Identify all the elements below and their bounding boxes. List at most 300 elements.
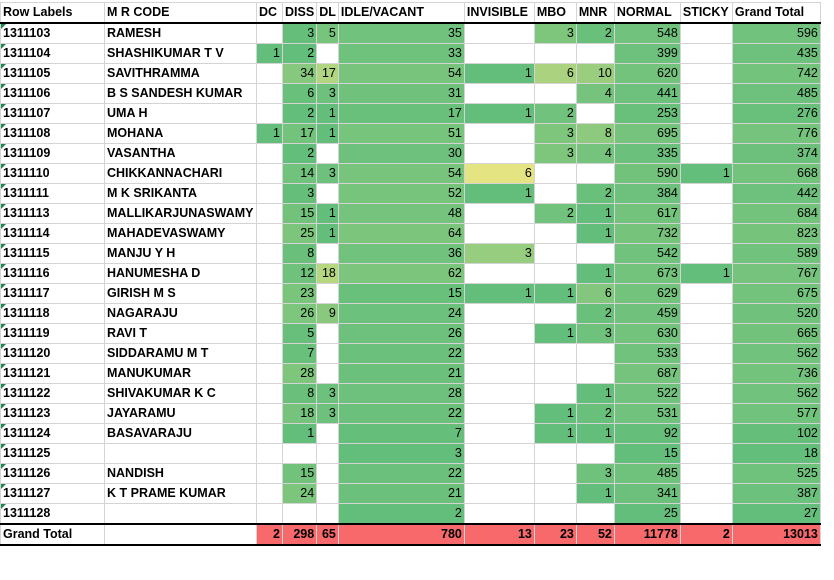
invisible-cell[interactable] <box>464 484 534 504</box>
invisible-cell[interactable] <box>464 444 534 464</box>
mnr-cell[interactable]: 10 <box>576 64 614 84</box>
dc-cell[interactable] <box>257 204 283 224</box>
mr-code-cell[interactable]: RAMESH <box>105 23 257 44</box>
idle-vacant-cell[interactable]: 48 <box>338 204 464 224</box>
row-label-cell[interactable]: 1311126 <box>1 464 105 484</box>
normal-cell[interactable]: 629 <box>614 284 680 304</box>
col-header-dl[interactable]: DL <box>317 3 339 24</box>
invisible-cell[interactable] <box>464 464 534 484</box>
diss-cell[interactable]: 298 <box>283 524 317 545</box>
diss-cell[interactable]: 15 <box>283 464 317 484</box>
sticky-cell[interactable] <box>680 464 732 484</box>
row-label-cell[interactable]: 1311118 <box>1 304 105 324</box>
grand-total-cell[interactable]: 776 <box>732 124 820 144</box>
invisible-cell[interactable]: 6 <box>464 164 534 184</box>
sticky-cell[interactable] <box>680 344 732 364</box>
sticky-cell[interactable] <box>680 84 732 104</box>
sticky-cell[interactable] <box>680 204 732 224</box>
dc-cell[interactable]: 1 <box>257 124 283 144</box>
dc-cell[interactable] <box>257 404 283 424</box>
normal-cell[interactable]: 459 <box>614 304 680 324</box>
grand-total-cell[interactable]: 668 <box>732 164 820 184</box>
row-label-cell[interactable]: 1311104 <box>1 44 105 64</box>
mbo-cell[interactable] <box>534 484 576 504</box>
dl-cell[interactable] <box>317 484 339 504</box>
invisible-cell[interactable] <box>464 44 534 64</box>
mnr-cell[interactable] <box>576 344 614 364</box>
dc-cell[interactable] <box>257 23 283 44</box>
normal-cell[interactable]: 15 <box>614 444 680 464</box>
idle-vacant-cell[interactable]: 21 <box>338 484 464 504</box>
diss-cell[interactable]: 2 <box>283 144 317 164</box>
normal-cell[interactable]: 531 <box>614 404 680 424</box>
idle-vacant-cell[interactable]: 22 <box>338 344 464 364</box>
normal-cell[interactable]: 11778 <box>614 524 680 545</box>
mnr-cell[interactable] <box>576 104 614 124</box>
grand-total-cell[interactable]: 525 <box>732 464 820 484</box>
grand-total-cell[interactable]: 485 <box>732 84 820 104</box>
dl-cell[interactable] <box>317 284 339 304</box>
normal-cell[interactable]: 92 <box>614 424 680 444</box>
invisible-cell[interactable] <box>464 264 534 284</box>
grand-total-cell[interactable]: 387 <box>732 484 820 504</box>
grand-total-cell[interactable]: 823 <box>732 224 820 244</box>
mr-code-cell[interactable]: CHIKKANNACHARI <box>105 164 257 184</box>
grand-total-cell[interactable]: 435 <box>732 44 820 64</box>
diss-cell[interactable]: 2 <box>283 44 317 64</box>
mr-code-cell[interactable]: K T PRAME KUMAR <box>105 484 257 504</box>
sticky-cell[interactable] <box>680 124 732 144</box>
idle-vacant-cell[interactable]: 52 <box>338 184 464 204</box>
dc-cell[interactable] <box>257 304 283 324</box>
mr-code-cell[interactable]: BASAVARAJU <box>105 424 257 444</box>
row-label-cell[interactable]: 1311113 <box>1 204 105 224</box>
diss-cell[interactable]: 12 <box>283 264 317 284</box>
grand-total-cell[interactable]: 102 <box>732 424 820 444</box>
normal-cell[interactable]: 687 <box>614 364 680 384</box>
mnr-cell[interactable]: 2 <box>576 184 614 204</box>
row-label-cell[interactable]: 1311119 <box>1 324 105 344</box>
grand-total-cell[interactable]: 577 <box>732 404 820 424</box>
dc-cell[interactable] <box>257 424 283 444</box>
dl-cell[interactable] <box>317 464 339 484</box>
sticky-cell[interactable]: 2 <box>680 524 732 545</box>
diss-cell[interactable]: 34 <box>283 64 317 84</box>
col-header-diss[interactable]: DISS <box>283 3 317 24</box>
normal-cell[interactable]: 732 <box>614 224 680 244</box>
mr-code-cell[interactable]: SHIVAKUMAR K C <box>105 384 257 404</box>
normal-cell[interactable]: 335 <box>614 144 680 164</box>
invisible-cell[interactable] <box>464 124 534 144</box>
mnr-cell[interactable]: 1 <box>576 204 614 224</box>
sticky-cell[interactable] <box>680 284 732 304</box>
mbo-cell[interactable] <box>534 464 576 484</box>
row-label-cell[interactable]: 1311110 <box>1 164 105 184</box>
col-header-row-labels[interactable]: Row Labels <box>1 3 105 24</box>
invisible-cell[interactable] <box>464 404 534 424</box>
grand-total-cell[interactable]: 520 <box>732 304 820 324</box>
idle-vacant-cell[interactable]: 30 <box>338 144 464 164</box>
dl-cell[interactable]: 18 <box>317 264 339 284</box>
normal-cell[interactable]: 399 <box>614 44 680 64</box>
invisible-cell[interactable] <box>464 23 534 44</box>
diss-cell[interactable] <box>283 504 317 525</box>
dc-cell[interactable] <box>257 164 283 184</box>
mbo-cell[interactable] <box>534 44 576 64</box>
row-label-cell[interactable]: 1311109 <box>1 144 105 164</box>
dc-cell[interactable] <box>257 484 283 504</box>
row-label-cell[interactable]: 1311115 <box>1 244 105 264</box>
dl-cell[interactable]: 65 <box>317 524 339 545</box>
mr-code-cell[interactable]: NAGARAJU <box>105 304 257 324</box>
normal-cell[interactable]: 695 <box>614 124 680 144</box>
diss-cell[interactable] <box>283 444 317 464</box>
dc-cell[interactable] <box>257 384 283 404</box>
mr-code-cell[interactable]: MANJU Y H <box>105 244 257 264</box>
diss-cell[interactable]: 8 <box>283 384 317 404</box>
diss-cell[interactable]: 7 <box>283 344 317 364</box>
grand-total-cell[interactable]: 675 <box>732 284 820 304</box>
idle-vacant-cell[interactable]: 36 <box>338 244 464 264</box>
mbo-cell[interactable]: 23 <box>534 524 576 545</box>
col-header-grand-total[interactable]: Grand Total <box>732 3 820 24</box>
invisible-cell[interactable] <box>464 424 534 444</box>
row-label-cell[interactable]: 1311116 <box>1 264 105 284</box>
sticky-cell[interactable] <box>680 304 732 324</box>
mnr-cell[interactable] <box>576 44 614 64</box>
dl-cell[interactable] <box>317 184 339 204</box>
dl-cell[interactable]: 1 <box>317 104 339 124</box>
idle-vacant-cell[interactable]: 15 <box>338 284 464 304</box>
col-header-normal[interactable]: NORMAL <box>614 3 680 24</box>
dl-cell[interactable]: 3 <box>317 404 339 424</box>
mbo-cell[interactable] <box>534 164 576 184</box>
sticky-cell[interactable] <box>680 404 732 424</box>
dc-cell[interactable] <box>257 284 283 304</box>
mr-code-cell[interactable] <box>105 504 257 525</box>
dc-cell[interactable] <box>257 144 283 164</box>
grand-total-cell[interactable]: 589 <box>732 244 820 264</box>
dl-cell[interactable]: 1 <box>317 124 339 144</box>
row-label-cell[interactable]: 1311124 <box>1 424 105 444</box>
grand-total-cell[interactable]: 767 <box>732 264 820 284</box>
mbo-cell[interactable] <box>534 244 576 264</box>
row-label-cell[interactable]: 1311121 <box>1 364 105 384</box>
mnr-cell[interactable]: 1 <box>576 224 614 244</box>
normal-cell[interactable]: 620 <box>614 64 680 84</box>
mr-code-cell[interactable]: GIRISH M S <box>105 284 257 304</box>
diss-cell[interactable]: 18 <box>283 404 317 424</box>
sticky-cell[interactable] <box>680 184 732 204</box>
grand-total-cell[interactable]: 562 <box>732 344 820 364</box>
normal-cell[interactable]: 25 <box>614 504 680 525</box>
grand-total-label[interactable]: Grand Total <box>1 524 105 545</box>
dc-cell[interactable] <box>257 364 283 384</box>
sticky-cell[interactable] <box>680 144 732 164</box>
dl-cell[interactable]: 3 <box>317 84 339 104</box>
normal-cell[interactable]: 542 <box>614 244 680 264</box>
sticky-cell[interactable] <box>680 104 732 124</box>
col-header-mr-code[interactable]: M R CODE <box>105 3 257 24</box>
dc-cell[interactable] <box>257 224 283 244</box>
grand-total-cell[interactable]: 442 <box>732 184 820 204</box>
dl-cell[interactable] <box>317 504 339 525</box>
sticky-cell[interactable]: 1 <box>680 264 732 284</box>
dc-cell[interactable] <box>257 444 283 464</box>
idle-vacant-cell[interactable]: 3 <box>338 444 464 464</box>
mr-code-cell[interactable] <box>105 524 257 545</box>
dl-cell[interactable] <box>317 324 339 344</box>
idle-vacant-cell[interactable]: 780 <box>338 524 464 545</box>
dc-cell[interactable] <box>257 244 283 264</box>
mbo-cell[interactable]: 1 <box>534 404 576 424</box>
mr-code-cell[interactable]: HANUMESHA D <box>105 264 257 284</box>
mr-code-cell[interactable]: SHASHIKUMAR T V <box>105 44 257 64</box>
diss-cell[interactable]: 14 <box>283 164 317 184</box>
mr-code-cell[interactable]: MALLIKARJUNASWAMY <box>105 204 257 224</box>
mbo-cell[interactable] <box>534 224 576 244</box>
diss-cell[interactable]: 17 <box>283 124 317 144</box>
invisible-cell[interactable] <box>464 324 534 344</box>
row-label-cell[interactable]: 1311123 <box>1 404 105 424</box>
invisible-cell[interactable] <box>464 224 534 244</box>
idle-vacant-cell[interactable]: 24 <box>338 304 464 324</box>
sticky-cell[interactable] <box>680 384 732 404</box>
mbo-cell[interactable] <box>534 84 576 104</box>
mbo-cell[interactable]: 3 <box>534 124 576 144</box>
mnr-cell[interactable]: 3 <box>576 324 614 344</box>
col-header-mbo[interactable]: MBO <box>534 3 576 24</box>
grand-total-cell[interactable]: 276 <box>732 104 820 124</box>
sticky-cell[interactable] <box>680 244 732 264</box>
normal-cell[interactable]: 630 <box>614 324 680 344</box>
invisible-cell[interactable] <box>464 144 534 164</box>
mnr-cell[interactable]: 4 <box>576 144 614 164</box>
row-label-cell[interactable]: 1311120 <box>1 344 105 364</box>
dc-cell[interactable] <box>257 84 283 104</box>
mnr-cell[interactable]: 2 <box>576 304 614 324</box>
col-header-invisible[interactable]: INVISIBLE <box>464 3 534 24</box>
normal-cell[interactable]: 590 <box>614 164 680 184</box>
idle-vacant-cell[interactable]: 54 <box>338 64 464 84</box>
mnr-cell[interactable]: 8 <box>576 124 614 144</box>
row-label-cell[interactable]: 1311127 <box>1 484 105 504</box>
mnr-cell[interactable]: 1 <box>576 484 614 504</box>
mr-code-cell[interactable]: SAVITHRAMMA <box>105 64 257 84</box>
invisible-cell[interactable]: 13 <box>464 524 534 545</box>
grand-total-cell[interactable]: 596 <box>732 23 820 44</box>
normal-cell[interactable]: 617 <box>614 204 680 224</box>
dc-cell[interactable] <box>257 184 283 204</box>
mbo-cell[interactable] <box>534 304 576 324</box>
diss-cell[interactable]: 6 <box>283 84 317 104</box>
idle-vacant-cell[interactable]: 35 <box>338 23 464 44</box>
idle-vacant-cell[interactable]: 33 <box>338 44 464 64</box>
invisible-cell[interactable]: 3 <box>464 244 534 264</box>
grand-total-cell[interactable]: 13013 <box>732 524 820 545</box>
dl-cell[interactable] <box>317 424 339 444</box>
row-label-cell[interactable]: 1311103 <box>1 23 105 44</box>
invisible-cell[interactable] <box>464 204 534 224</box>
invisible-cell[interactable]: 1 <box>464 284 534 304</box>
idle-vacant-cell[interactable]: 22 <box>338 404 464 424</box>
mbo-cell[interactable] <box>534 444 576 464</box>
sticky-cell[interactable] <box>680 44 732 64</box>
mbo-cell[interactable]: 1 <box>534 424 576 444</box>
mbo-cell[interactable]: 2 <box>534 204 576 224</box>
mnr-cell[interactable]: 6 <box>576 284 614 304</box>
diss-cell[interactable]: 28 <box>283 364 317 384</box>
mr-code-cell[interactable]: VASANTHA <box>105 144 257 164</box>
mr-code-cell[interactable]: MAHADEVASWAMY <box>105 224 257 244</box>
mbo-cell[interactable] <box>534 264 576 284</box>
dl-cell[interactable] <box>317 364 339 384</box>
diss-cell[interactable]: 3 <box>283 184 317 204</box>
sticky-cell[interactable] <box>680 504 732 525</box>
normal-cell[interactable]: 485 <box>614 464 680 484</box>
grand-total-cell[interactable]: 562 <box>732 384 820 404</box>
sticky-cell[interactable] <box>680 484 732 504</box>
mnr-cell[interactable]: 52 <box>576 524 614 545</box>
grand-total-cell[interactable]: 18 <box>732 444 820 464</box>
mr-code-cell[interactable]: UMA H <box>105 104 257 124</box>
mbo-cell[interactable]: 2 <box>534 104 576 124</box>
sticky-cell[interactable] <box>680 364 732 384</box>
idle-vacant-cell[interactable]: 64 <box>338 224 464 244</box>
idle-vacant-cell[interactable]: 26 <box>338 324 464 344</box>
normal-cell[interactable]: 341 <box>614 484 680 504</box>
mnr-cell[interactable] <box>576 444 614 464</box>
mr-code-cell[interactable]: MANUKUMAR <box>105 364 257 384</box>
normal-cell[interactable]: 384 <box>614 184 680 204</box>
normal-cell[interactable]: 522 <box>614 384 680 404</box>
row-label-cell[interactable]: 1311117 <box>1 284 105 304</box>
mbo-cell[interactable] <box>534 364 576 384</box>
invisible-cell[interactable] <box>464 364 534 384</box>
mnr-cell[interactable]: 1 <box>576 384 614 404</box>
sticky-cell[interactable] <box>680 23 732 44</box>
normal-cell[interactable]: 253 <box>614 104 680 124</box>
dl-cell[interactable]: 9 <box>317 304 339 324</box>
diss-cell[interactable]: 15 <box>283 204 317 224</box>
mnr-cell[interactable] <box>576 504 614 525</box>
dl-cell[interactable] <box>317 244 339 264</box>
mr-code-cell[interactable]: M K SRIKANTA <box>105 184 257 204</box>
dc-cell[interactable] <box>257 504 283 525</box>
mbo-cell[interactable]: 3 <box>534 23 576 44</box>
mr-code-cell[interactable]: JAYARAMU <box>105 404 257 424</box>
normal-cell[interactable]: 548 <box>614 23 680 44</box>
row-label-cell[interactable]: 1311108 <box>1 124 105 144</box>
idle-vacant-cell[interactable]: 22 <box>338 464 464 484</box>
dc-cell[interactable] <box>257 64 283 84</box>
dl-cell[interactable]: 17 <box>317 64 339 84</box>
dl-cell[interactable] <box>317 144 339 164</box>
sticky-cell[interactable] <box>680 424 732 444</box>
mbo-cell[interactable]: 1 <box>534 324 576 344</box>
normal-cell[interactable]: 673 <box>614 264 680 284</box>
grand-total-cell[interactable]: 684 <box>732 204 820 224</box>
grand-total-cell[interactable]: 374 <box>732 144 820 164</box>
mbo-cell[interactable]: 1 <box>534 284 576 304</box>
diss-cell[interactable]: 26 <box>283 304 317 324</box>
idle-vacant-cell[interactable]: 62 <box>338 264 464 284</box>
dl-cell[interactable]: 5 <box>317 23 339 44</box>
mnr-cell[interactable]: 2 <box>576 23 614 44</box>
dc-cell[interactable]: 2 <box>257 524 283 545</box>
dc-cell[interactable] <box>257 464 283 484</box>
mbo-cell[interactable] <box>534 384 576 404</box>
row-label-cell[interactable]: 1311128 <box>1 504 105 525</box>
normal-cell[interactable]: 533 <box>614 344 680 364</box>
idle-vacant-cell[interactable]: 28 <box>338 384 464 404</box>
row-label-cell[interactable]: 1311125 <box>1 444 105 464</box>
row-label-cell[interactable]: 1311111 <box>1 184 105 204</box>
dl-cell[interactable]: 1 <box>317 224 339 244</box>
idle-vacant-cell[interactable]: 31 <box>338 84 464 104</box>
mbo-cell[interactable] <box>534 184 576 204</box>
row-label-cell[interactable]: 1311114 <box>1 224 105 244</box>
mnr-cell[interactable]: 4 <box>576 84 614 104</box>
dl-cell[interactable]: 3 <box>317 384 339 404</box>
mbo-cell[interactable] <box>534 344 576 364</box>
dl-cell[interactable] <box>317 444 339 464</box>
mnr-cell[interactable] <box>576 164 614 184</box>
col-header-idle-vacant[interactable]: IDLE/VACANT <box>338 3 464 24</box>
idle-vacant-cell[interactable]: 51 <box>338 124 464 144</box>
mnr-cell[interactable]: 1 <box>576 264 614 284</box>
mbo-cell[interactable]: 6 <box>534 64 576 84</box>
col-header-sticky[interactable]: STICKY <box>680 3 732 24</box>
diss-cell[interactable]: 2 <box>283 104 317 124</box>
col-header-mnr[interactable]: MNR <box>576 3 614 24</box>
dl-cell[interactable]: 1 <box>317 204 339 224</box>
invisible-cell[interactable] <box>464 304 534 324</box>
idle-vacant-cell[interactable]: 21 <box>338 364 464 384</box>
invisible-cell[interactable] <box>464 384 534 404</box>
dc-cell[interactable] <box>257 344 283 364</box>
normal-cell[interactable]: 441 <box>614 84 680 104</box>
diss-cell[interactable]: 1 <box>283 424 317 444</box>
sticky-cell[interactable] <box>680 64 732 84</box>
idle-vacant-cell[interactable]: 2 <box>338 504 464 525</box>
sticky-cell[interactable] <box>680 324 732 344</box>
diss-cell[interactable]: 5 <box>283 324 317 344</box>
mr-code-cell[interactable]: NANDISH <box>105 464 257 484</box>
idle-vacant-cell[interactable]: 7 <box>338 424 464 444</box>
row-label-cell[interactable]: 1311107 <box>1 104 105 124</box>
sticky-cell[interactable]: 1 <box>680 164 732 184</box>
sticky-cell[interactable] <box>680 444 732 464</box>
grand-total-cell[interactable]: 742 <box>732 64 820 84</box>
mbo-cell[interactable]: 3 <box>534 144 576 164</box>
mr-code-cell[interactable]: RAVI T <box>105 324 257 344</box>
mnr-cell[interactable] <box>576 244 614 264</box>
mr-code-cell[interactable]: SIDDARAMU M T <box>105 344 257 364</box>
row-label-cell[interactable]: 1311105 <box>1 64 105 84</box>
idle-vacant-cell[interactable]: 17 <box>338 104 464 124</box>
sticky-cell[interactable] <box>680 224 732 244</box>
diss-cell[interactable]: 25 <box>283 224 317 244</box>
mnr-cell[interactable]: 1 <box>576 424 614 444</box>
mr-code-cell[interactable]: B S SANDESH KUMAR <box>105 84 257 104</box>
mnr-cell[interactable]: 2 <box>576 404 614 424</box>
dc-cell[interactable] <box>257 264 283 284</box>
dl-cell[interactable] <box>317 44 339 64</box>
invisible-cell[interactable] <box>464 504 534 525</box>
invisible-cell[interactable]: 1 <box>464 104 534 124</box>
invisible-cell[interactable] <box>464 84 534 104</box>
